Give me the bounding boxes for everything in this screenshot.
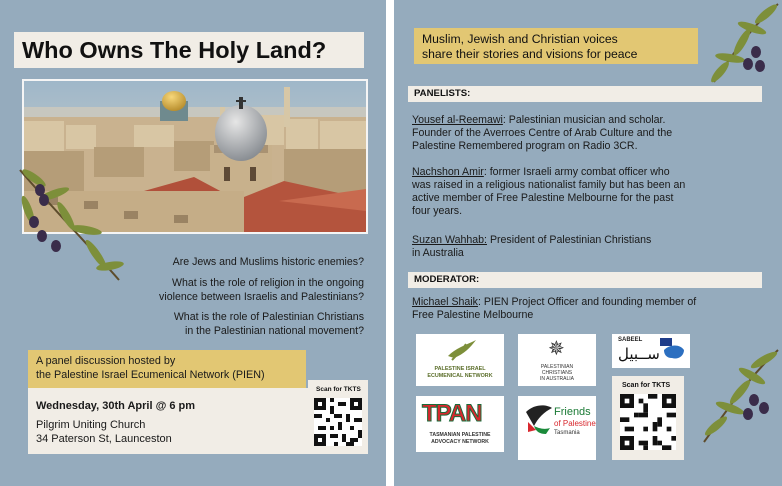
moderator-name: Michael Shaik — [412, 296, 478, 308]
right-header-banner — [414, 28, 698, 64]
logo-sabeel — [612, 334, 690, 368]
panelist-2-line-1: : former Israeli army combat officer who — [483, 166, 670, 178]
panelist-1-line-1: : Palestinian musician and scholar. — [502, 114, 666, 126]
panelist-1-name: Yousef al-Reemawi — [412, 114, 503, 126]
panelist-1 — [412, 114, 762, 153]
olive-branch-top-illustration — [694, 2, 780, 86]
logo-palestinian-christians — [518, 334, 596, 386]
panelist-2-line-4: four years. — [412, 205, 463, 217]
sabeel-logo-text: SABEEL — [618, 337, 643, 343]
panelist-1-line-2: Founder of the Averroes Centre of Arab Culture and the — [412, 127, 673, 139]
scan-label-right: Scan for TKTS — [622, 382, 671, 389]
flyer-title: Who Owns The Holy Land? — [14, 32, 364, 68]
panelist-2 — [412, 166, 762, 218]
moderator-entry — [412, 296, 762, 322]
qr-code-left[interactable] — [314, 398, 362, 446]
panelist-2-name: Nachshon Amir — [412, 166, 484, 178]
star-icon: ✵ — [548, 338, 565, 360]
moderator-heading: MODERATOR: — [408, 272, 762, 288]
logo-pien — [416, 334, 504, 386]
pien-logo-text: PALESTINE ISRAEL ECUMENICAL NETWORK — [427, 366, 493, 379]
friends-text-3: Tasmania — [554, 430, 580, 436]
host-line-1: A panel discussion hosted by — [36, 355, 176, 367]
header-line-1: Muslim, Jewish and Christian voices — [422, 32, 618, 46]
dove-flag-icon — [524, 402, 554, 436]
pca-line-3: IN AUSTRALIA — [540, 376, 574, 382]
qr-pattern — [314, 398, 362, 446]
logo-friends-of-palestine — [518, 396, 596, 460]
sabeel-arabic-glyph: ســبيل — [618, 345, 660, 363]
panelist-3-line-1: President of Palestinian Christians — [487, 234, 652, 246]
question-1: Are Jews and Muslims historic enemies? — [172, 256, 364, 268]
event-venue: Pilgrim Uniting Church — [36, 419, 146, 431]
event-address: 34 Paterson St, Launceston — [36, 433, 172, 445]
qr-box-left — [308, 380, 368, 454]
olive-branch-bottom-illustration — [690, 346, 780, 446]
tpan-logo-text: TPAN — [422, 400, 482, 427]
australia-map-icon — [660, 338, 686, 362]
panelist-2-line-2: was raised in a religious nationalist family but has been an — [412, 179, 686, 191]
question-3-line-1: What is the role of Palestinian Christians — [173, 311, 364, 323]
panelist-2-line-3: active member of Free Palestine Melbourne for the past — [412, 192, 674, 204]
dove-icon — [446, 338, 478, 364]
tpan-sub-2: ADVOCACY NETWORK — [431, 438, 489, 445]
qr-box-right — [612, 376, 684, 460]
pca-line-2: CHRISTIANS — [541, 370, 573, 376]
scan-label-left: Scan for TKTS — [316, 386, 361, 393]
tpan-subtitle — [416, 432, 504, 445]
panelists-heading: PANELISTS: — [408, 86, 762, 102]
friends-text-1: Friends — [554, 406, 591, 418]
right-flyer-panel — [394, 0, 782, 486]
pca-line-1: PALESTINIAN — [540, 364, 574, 370]
question-2-line-1: What is the role of religion in the ongoing — [172, 277, 364, 289]
header-line-2: share their stories and visions for peace — [422, 47, 638, 61]
qr-code-right[interactable] — [620, 394, 676, 450]
moderator-line-2: Free Palestine Melbourne — [412, 309, 534, 321]
moderator-line-1: : PIEN Project Officer and founding member of — [477, 296, 697, 308]
pca-logo-text — [518, 364, 596, 382]
host-line-2: the Palestine Israel Ecumenical Network (PIEN) — [36, 369, 265, 381]
tpan-sub-1: TASMANIAN PALESTINE — [429, 432, 491, 438]
panelist-3-line-2: in Australia — [412, 247, 464, 259]
question-3-line-2: in the Palestinian national movement? — [184, 325, 364, 337]
olive-branch-illustration — [14, 160, 124, 290]
panelist-3-name: Suzan Wahhab: — [412, 234, 487, 246]
left-flyer-panel — [0, 0, 386, 486]
panelist-3 — [412, 234, 762, 260]
event-date: Wednesday, 30th April @ 6 pm — [36, 400, 196, 412]
question-2-line-2: violence between Israelis and Palestinians? — [159, 291, 364, 303]
host-banner — [28, 350, 306, 388]
qr-pattern — [620, 394, 676, 450]
logo-tpan — [416, 396, 504, 452]
panelist-1-line-3: Palestine Remembered program on Radio 3CR. — [412, 140, 638, 152]
friends-text-2: of Palestine — [554, 419, 596, 428]
